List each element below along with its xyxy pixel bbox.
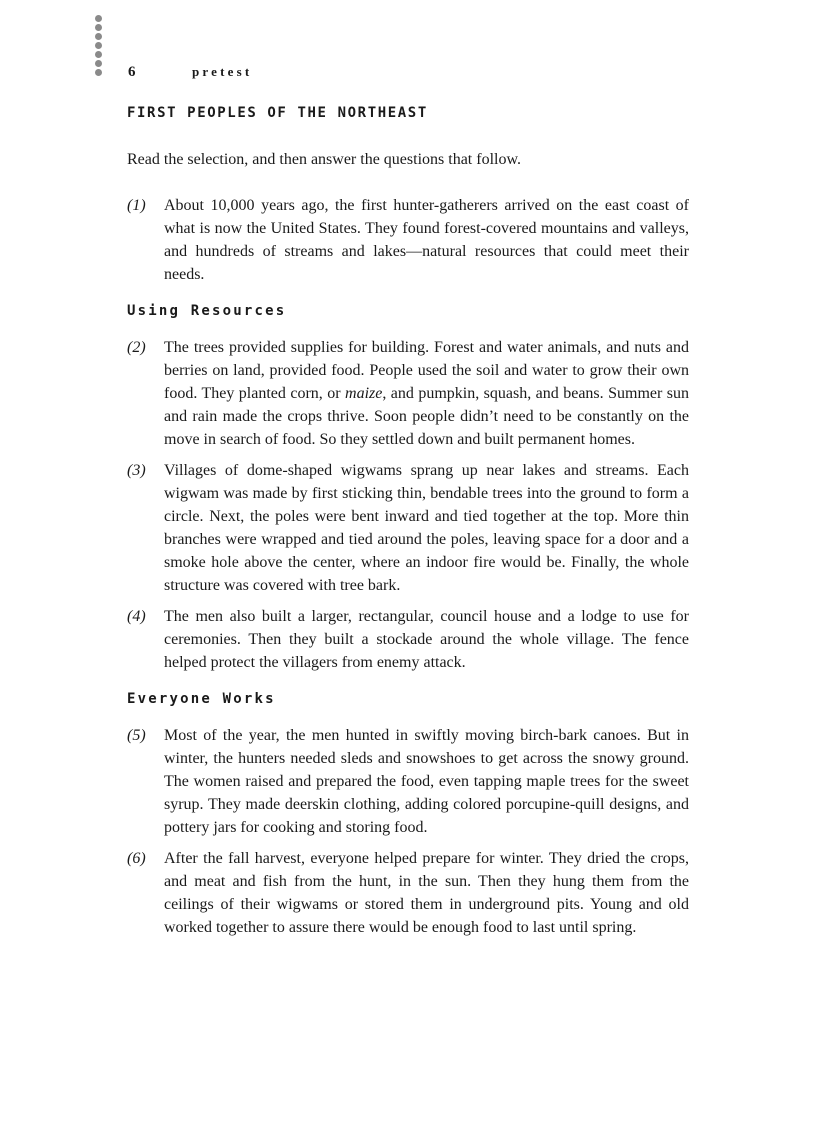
dot-icon (95, 33, 102, 40)
paragraph-text-part: The trees provided supplies for building. Forest and water animals, and nuts and berries on land, provided food. People used the soil and water to grow their own food. They planted corn, or (164, 339, 689, 402)
paragraph-text: Villages of dome-shaped wigwams sprang up near lakes and streams. Each wigwam was made by first sticking thin, bendable trees into the ground to form a circle. Next, the poles were bent inward and tied together at the top. More thin branches were wrapped and tied around the poles, leaving space for a door and a smoke hole above the center, where an indoor fire would be. Finally, the whole structure was covered with tree bark. (164, 462, 689, 594)
paragraph-text (164, 339, 689, 448)
emphasis-term: maize (345, 385, 383, 402)
page-title: FIRST PEOPLES OF THE NORTHEAST (127, 105, 428, 121)
page-number: 6 (128, 64, 136, 80)
intro-text: Read the selection, and then answer the questions that follow. (127, 151, 521, 168)
paragraph-number: (3) (127, 462, 146, 479)
paragraph-3 (127, 459, 689, 597)
subhead-using-resources: Using Resources (127, 303, 287, 319)
paragraph-1 (127, 194, 689, 286)
paragraph-number: (6) (127, 850, 146, 867)
paragraph-number: (1) (127, 197, 146, 214)
page-header (128, 64, 252, 81)
paragraph-4 (127, 605, 689, 674)
paragraph-text: Most of the year, the men hunted in swiftly moving birch-bark canoes. But in winter, the hunters needed sleds and snowshoes to get across the snowy ground. The women raised and prepared the food, even tapping maple trees for the sweet syrup. They made deerskin clothing, adding colored porcupine-quill designs, and pottery jars for cooking and storing food. (164, 727, 689, 836)
paragraph-5 (127, 724, 689, 839)
dot-icon (95, 60, 102, 67)
paragraph-text: After the fall harvest, everyone helped prepare for winter. They dried the crops, and meat and fish from the hunt, in the sun. Then they hung them from the ceilings of their wigwams or stored them in underground pits. Young and old worked together to assure there would be enough food to last until spring. (164, 850, 689, 936)
paragraph-number: (4) (127, 608, 146, 625)
dot-icon (95, 51, 102, 58)
dot-icon (95, 42, 102, 49)
paragraph-number: (2) (127, 339, 146, 356)
dot-icon (95, 69, 102, 76)
running-head: pretest (192, 64, 253, 79)
paragraph-text-part: , and pumpkin, squash, and beans. Summer sun and rain made the crops thrive. Soon people didn’t need to be constantly on the move in search of food. So they settled down and built permanent homes. (164, 385, 690, 448)
paragraph-text: About 10,000 years ago, the first hunter-gatherers arrived on the east coast of what is now the United States. They found forest-covered mountains and valleys, and hundreds of streams and lakes—natural resources that could meet their needs. (164, 197, 689, 283)
decorative-dots (94, 15, 104, 78)
dot-icon (95, 15, 102, 22)
page-content (127, 104, 689, 947)
paragraph-text: The men also built a larger, rectangular, council house and a lodge to use for ceremonies. Then they built a stockade around the whole village. The fence helped protect the villagers from enemy attack. (164, 608, 689, 671)
paragraph-6 (127, 847, 689, 939)
paragraph-number: (5) (127, 727, 146, 744)
dot-icon (95, 24, 102, 31)
subhead-everyone-works: Everyone Works (127, 691, 276, 707)
paragraph-2 (127, 336, 689, 451)
